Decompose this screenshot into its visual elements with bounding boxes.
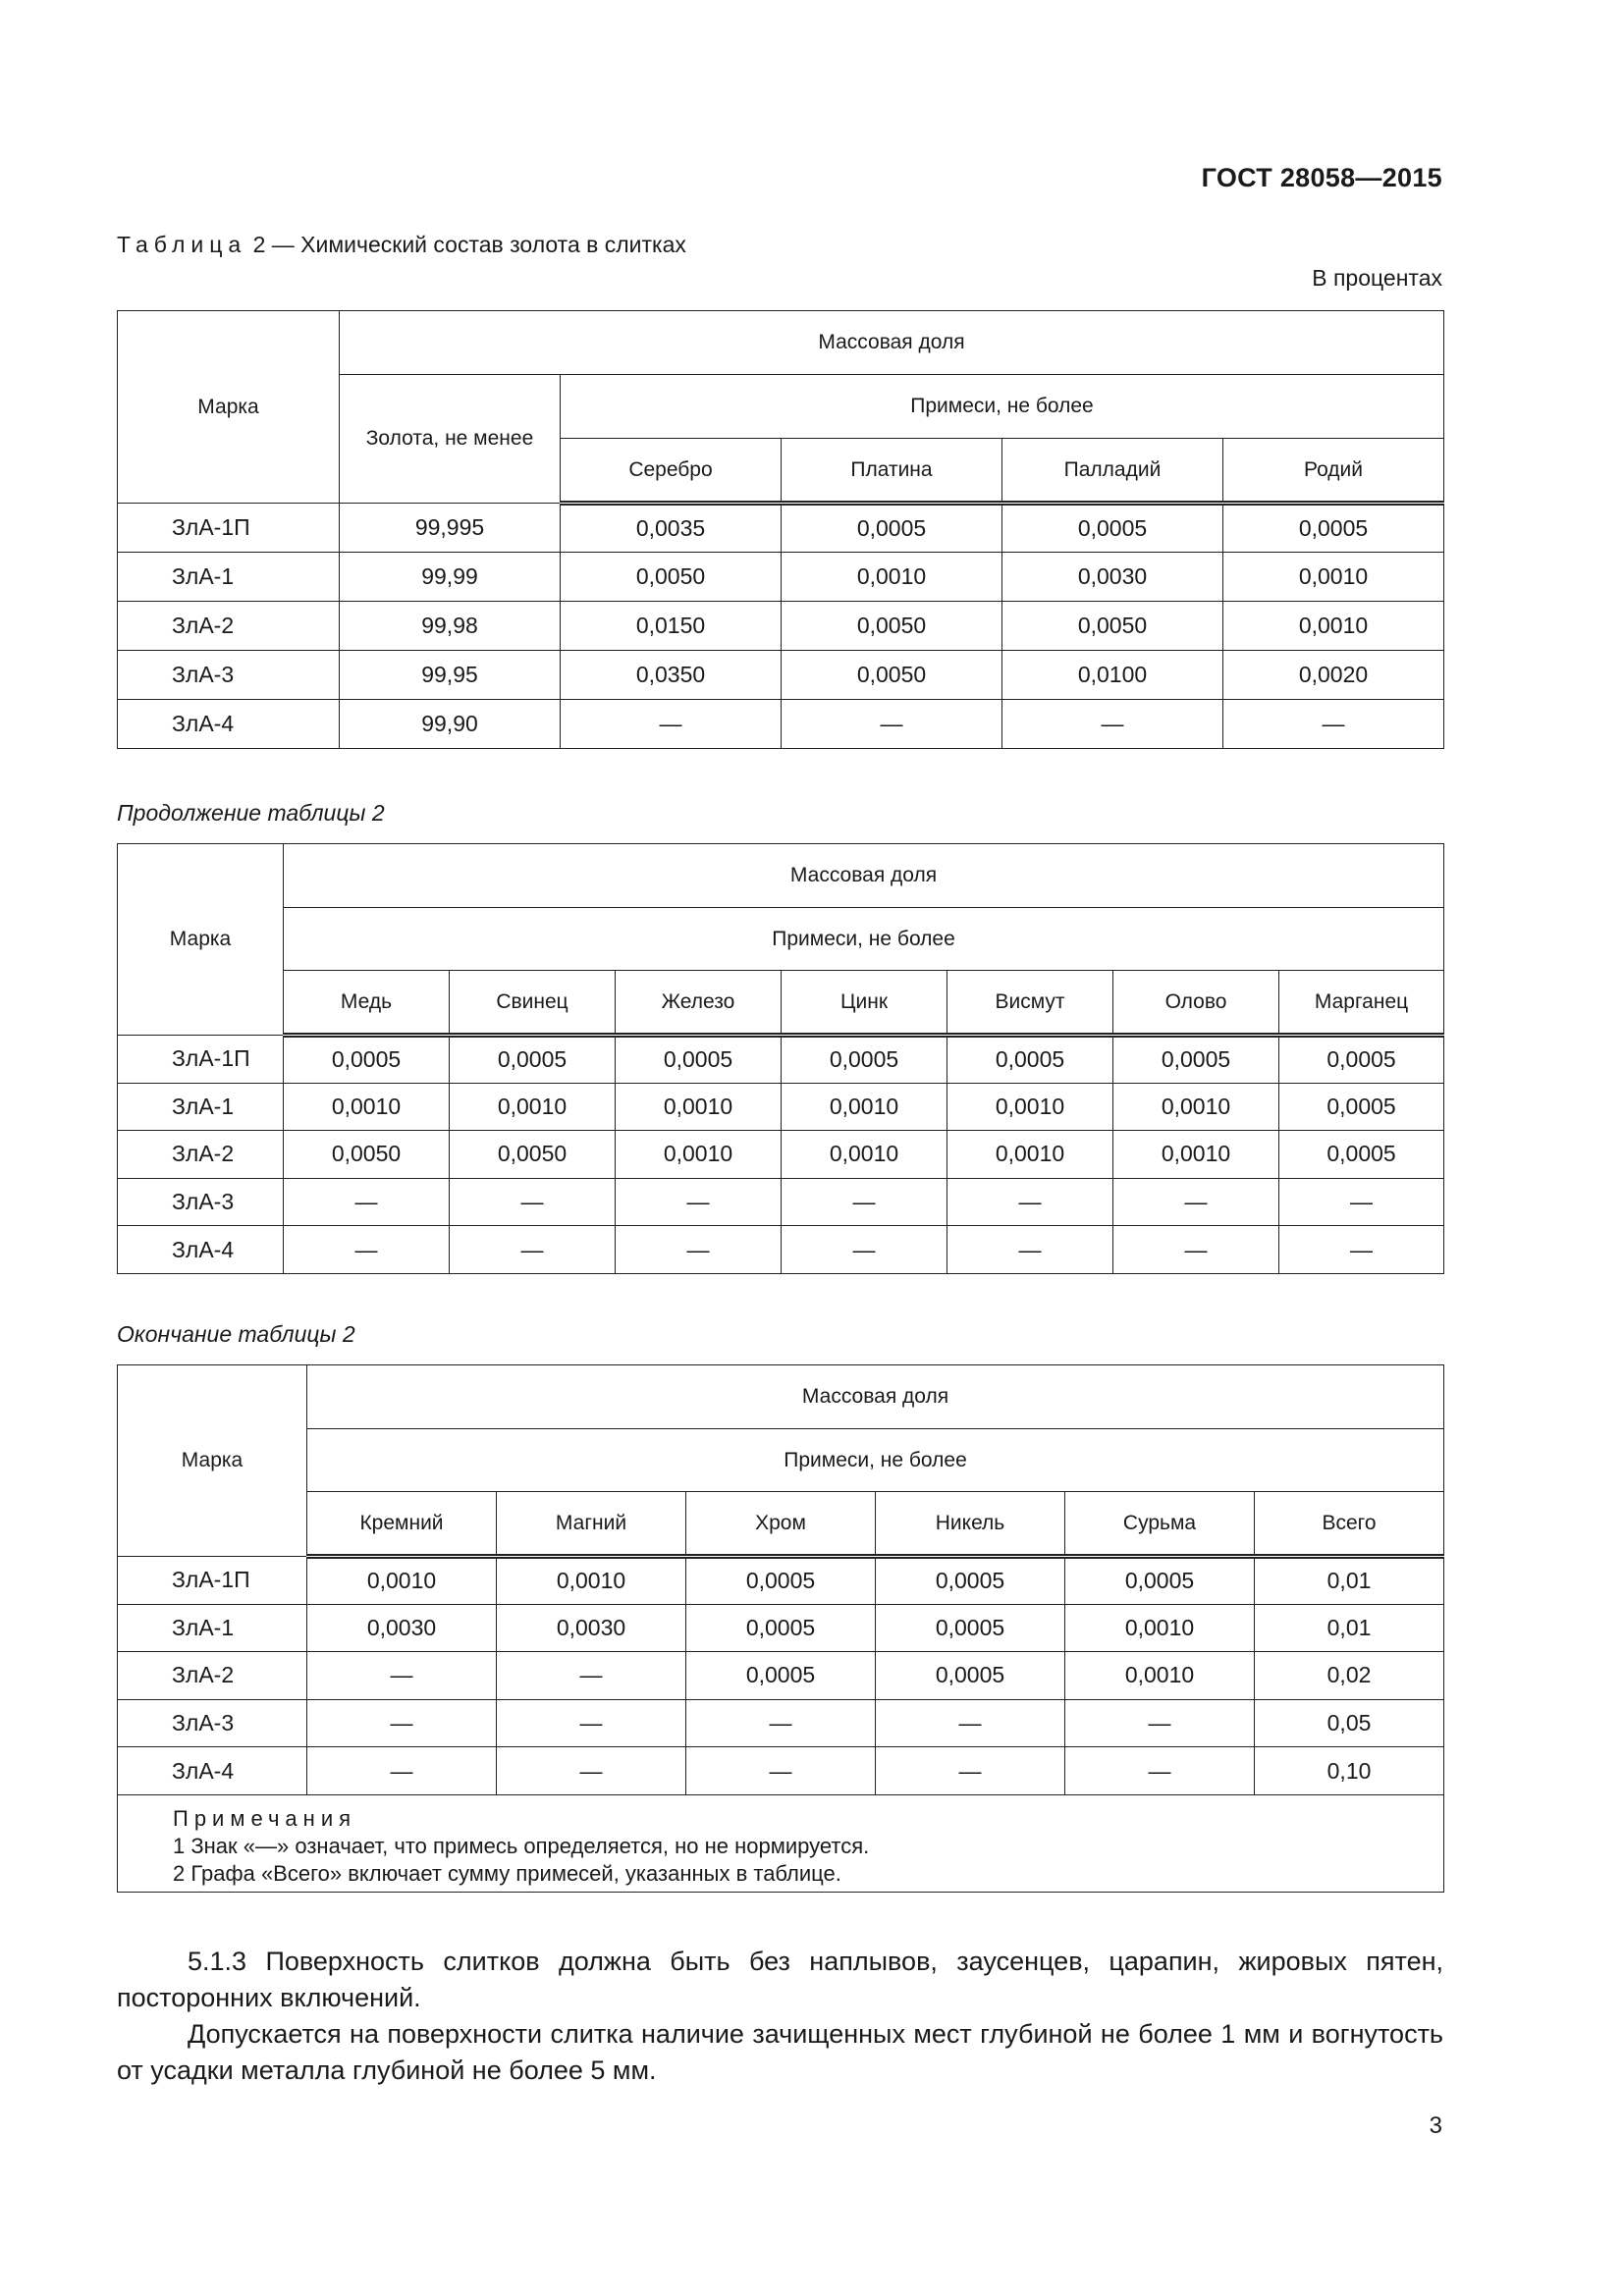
cell-value: 0,0005: [782, 1036, 947, 1084]
col-header-brand: Марка: [118, 311, 340, 504]
table-row: [118, 651, 1444, 700]
cell-value: —: [876, 1747, 1065, 1795]
cell-value: 0,0005: [686, 1652, 876, 1700]
cell-value: 0,0005: [1113, 1036, 1279, 1084]
cell-value: —: [782, 1226, 947, 1274]
col-header-sub: Сурьма: [1065, 1492, 1255, 1557]
cell-value: —: [284, 1178, 450, 1226]
note-1: 1 Знак «—» означает, что примесь определяется, но не нормируется.: [173, 1833, 870, 1858]
table-row: [118, 1699, 1444, 1747]
cell-value: 0,0010: [307, 1557, 497, 1605]
table-row: [118, 1652, 1444, 1700]
cell-value: 0,0350: [561, 651, 782, 700]
cell-value: 0,0005: [450, 1036, 616, 1084]
table-row: [118, 1747, 1444, 1795]
cell-value: 0,0005: [876, 1557, 1065, 1605]
cell-brand: ЗлА-3: [118, 1699, 307, 1747]
cell-value: 0,0050: [450, 1131, 616, 1179]
cell-value: —: [450, 1226, 616, 1274]
col-header-brand: Марка: [118, 1365, 307, 1557]
col-header-sub: Палладий: [1002, 439, 1223, 504]
col-header-gold: Золота, не менее: [340, 375, 561, 504]
cell-value: —: [307, 1747, 497, 1795]
cell-value: —: [686, 1747, 876, 1795]
col-header-sub: Олово: [1113, 971, 1279, 1036]
cell-value: —: [1223, 700, 1444, 749]
cell-value: 0,0005: [1223, 504, 1444, 553]
table-row: [118, 1604, 1444, 1652]
cell-value: 0,0030: [307, 1604, 497, 1652]
cell-value: 0,0030: [1002, 553, 1223, 602]
cell-value: 0,0005: [1002, 504, 1223, 553]
cell-value: 0,0010: [1223, 602, 1444, 651]
table-2-end: [117, 1364, 1444, 1893]
cell-value: 99,95: [340, 651, 561, 700]
cell-brand: ЗлА-1: [118, 1083, 284, 1131]
cell-value: 0,0010: [1065, 1652, 1255, 1700]
table-2-continuation: [117, 843, 1444, 1274]
cell-brand: ЗлА-2: [118, 1131, 284, 1179]
cell-value: 0,0005: [686, 1557, 876, 1605]
cell-value: 0,05: [1255, 1699, 1444, 1747]
col-header-sub: Платина: [782, 439, 1002, 504]
cell-value: 0,0100: [1002, 651, 1223, 700]
cell-value: 0,0050: [561, 553, 782, 602]
cell-value: 0,0010: [782, 1083, 947, 1131]
notes-title: Примечания: [173, 1805, 357, 1831]
cell-value: —: [1113, 1226, 1279, 1274]
cell-value: —: [1113, 1178, 1279, 1226]
col-header-sub: Серебро: [561, 439, 782, 504]
cell-value: 0,02: [1255, 1652, 1444, 1700]
cell-brand: ЗлА-4: [118, 1747, 307, 1795]
document-code: ГОСТ 28058—2015: [1201, 163, 1442, 192]
col-header-sub: Висмут: [947, 971, 1113, 1036]
cell-value: 0,0010: [284, 1083, 450, 1131]
table-row: [118, 1036, 1444, 1084]
col-header-mass: Массовая доля: [340, 311, 1444, 375]
col-header-sub: Медь: [284, 971, 450, 1036]
cell-value: 0,0005: [1279, 1131, 1444, 1179]
cell-value: —: [686, 1699, 876, 1747]
cell-value: —: [876, 1699, 1065, 1747]
cell-value: —: [307, 1652, 497, 1700]
body-section: [117, 1944, 1443, 2089]
cell-brand: ЗлА-3: [118, 1178, 284, 1226]
cell-value: —: [782, 700, 1002, 749]
table-row: [118, 700, 1444, 749]
cell-brand: ЗлА-1П: [118, 1557, 307, 1605]
cell-value: 0,0050: [284, 1131, 450, 1179]
col-header-sub: Всего: [1255, 1492, 1444, 1557]
cell-value: —: [561, 700, 782, 749]
cell-brand: ЗлА-1П: [118, 504, 340, 553]
cell-brand: ЗлА-2: [118, 1652, 307, 1700]
cell-value: 0,0005: [1279, 1083, 1444, 1131]
paragraph-5-1-3: 5.1.3 Поверхность слитков должна быть без наплывов, заусенцев, царапин, жировых пятен, посторонних включений.: [117, 1947, 1443, 2012]
cell-value: 0,0010: [947, 1131, 1113, 1179]
cell-value: 0,0010: [782, 553, 1002, 602]
table-notes: [118, 1794, 1444, 1892]
cell-value: 0,0020: [1223, 651, 1444, 700]
col-header-mass: Массовая доля: [284, 844, 1444, 908]
cell-value: —: [1279, 1226, 1444, 1274]
units-label: В процентах: [1312, 265, 1442, 291]
cell-value: 0,0010: [450, 1083, 616, 1131]
table-caption-prefix: Таблица: [117, 232, 247, 257]
cell-value: —: [782, 1178, 947, 1226]
table-row: [118, 1083, 1444, 1131]
table-continuation-caption: Продолжение таблицы 2: [117, 800, 385, 826]
table-row: [118, 1178, 1444, 1226]
cell-value: 0,0150: [561, 602, 782, 651]
note-2: 2 Графа «Всего» включает сумму примесей, указанных в таблице.: [173, 1860, 841, 1886]
col-header-impurities: Примеси, не более: [561, 375, 1444, 439]
cell-value: 0,0030: [497, 1604, 686, 1652]
table-2-part-1: [117, 310, 1444, 749]
cell-brand: ЗлА-1: [118, 1604, 307, 1652]
cell-value: 0,0050: [782, 602, 1002, 651]
col-header-sub: Кремний: [307, 1492, 497, 1557]
col-header-brand: Марка: [118, 844, 284, 1036]
cell-value: 0,0050: [782, 651, 1002, 700]
table-row: [118, 1557, 1444, 1605]
cell-value: 99,99: [340, 553, 561, 602]
cell-value: —: [947, 1178, 1113, 1226]
col-header-sub: Свинец: [450, 971, 616, 1036]
cell-value: 0,0010: [782, 1131, 947, 1179]
col-header-sub: Цинк: [782, 971, 947, 1036]
cell-value: —: [497, 1747, 686, 1795]
cell-value: —: [1002, 700, 1223, 749]
cell-value: —: [616, 1178, 782, 1226]
cell-value: 0,0005: [876, 1652, 1065, 1700]
cell-brand: ЗлА-2: [118, 602, 340, 651]
table-row: [118, 553, 1444, 602]
cell-value: —: [450, 1178, 616, 1226]
cell-value: 0,0005: [686, 1604, 876, 1652]
cell-value: 0,0010: [1113, 1131, 1279, 1179]
col-header-mass: Массовая доля: [307, 1365, 1444, 1429]
cell-value: —: [284, 1226, 450, 1274]
col-header-sub: Никель: [876, 1492, 1065, 1557]
cell-brand: ЗлА-1П: [118, 1036, 284, 1084]
col-header-sub: Родий: [1223, 439, 1444, 504]
cell-value: 0,01: [1255, 1604, 1444, 1652]
col-header-sub: Железо: [616, 971, 782, 1036]
col-header-sub: Магний: [497, 1492, 686, 1557]
cell-value: 0,0010: [616, 1131, 782, 1179]
cell-value: 0,0005: [876, 1604, 1065, 1652]
cell-value: 99,98: [340, 602, 561, 651]
cell-value: 0,0050: [1002, 602, 1223, 651]
table-row: [118, 1226, 1444, 1274]
cell-value: 99,995: [340, 504, 561, 553]
cell-value: —: [616, 1226, 782, 1274]
cell-value: 0,0010: [947, 1083, 1113, 1131]
cell-value: 0,0010: [1065, 1604, 1255, 1652]
cell-value: 0,0005: [616, 1036, 782, 1084]
cell-value: 0,0005: [1065, 1557, 1255, 1605]
cell-brand: ЗлА-1: [118, 553, 340, 602]
cell-value: 0,0005: [782, 504, 1002, 553]
cell-value: 0,10: [1255, 1747, 1444, 1795]
col-header-impurities: Примеси, не более: [284, 908, 1444, 971]
cell-value: —: [497, 1652, 686, 1700]
cell-value: —: [1065, 1699, 1255, 1747]
cell-brand: ЗлА-4: [118, 700, 340, 749]
cell-value: 0,0035: [561, 504, 782, 553]
table-row: [118, 602, 1444, 651]
table-caption: [117, 232, 686, 258]
table-end-caption: Окончание таблицы 2: [117, 1321, 355, 1347]
cell-value: 0,0010: [1113, 1083, 1279, 1131]
cell-brand: ЗлА-3: [118, 651, 340, 700]
cell-value: 0,0010: [497, 1557, 686, 1605]
cell-value: 0,0005: [284, 1036, 450, 1084]
page-number: 3: [1429, 2112, 1442, 2139]
col-header-sub: Марганец: [1279, 971, 1444, 1036]
col-header-impurities: Примеси, не более: [307, 1429, 1444, 1492]
cell-value: 0,0005: [1279, 1036, 1444, 1084]
table-caption-title: 2 — Химический состав золота в слитках: [246, 232, 686, 257]
cell-value: —: [497, 1699, 686, 1747]
cell-value: 99,90: [340, 700, 561, 749]
cell-value: 0,0010: [1223, 553, 1444, 602]
cell-value: —: [1279, 1178, 1444, 1226]
cell-brand: ЗлА-4: [118, 1226, 284, 1274]
table-row: [118, 504, 1444, 553]
cell-value: 0,0010: [616, 1083, 782, 1131]
table-row: [118, 1131, 1444, 1179]
paragraph-tolerance: Допускается на поверхности слитка наличие зачищенных мест глубиной не более 1 мм и вогнутость от усадки металла глубиной не более 5 мм.: [117, 2019, 1443, 2085]
cell-value: —: [1065, 1747, 1255, 1795]
cell-value: 0,01: [1255, 1557, 1444, 1605]
cell-value: —: [307, 1699, 497, 1747]
cell-value: 0,0005: [947, 1036, 1113, 1084]
cell-value: —: [947, 1226, 1113, 1274]
col-header-sub: Хром: [686, 1492, 876, 1557]
